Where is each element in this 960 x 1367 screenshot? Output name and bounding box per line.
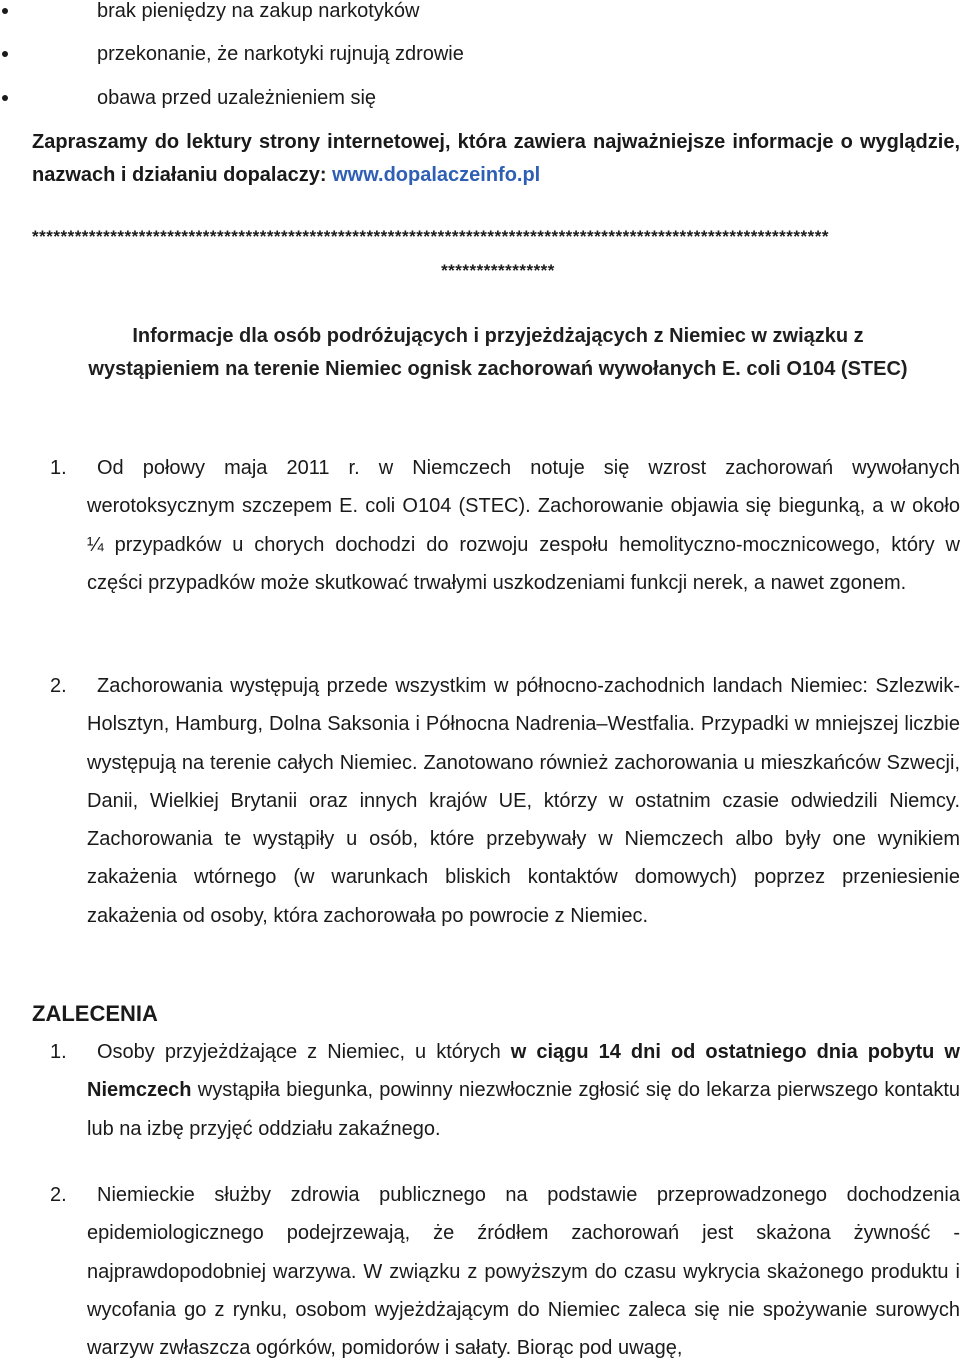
section-heading: [0, 320, 960, 386]
bullet-icon: [2, 95, 8, 101]
item-number: 2.: [50, 675, 67, 697]
list-item: [0, 0, 960, 22]
bullet-icon: [2, 8, 8, 14]
item-text: Niemieckie służby zdrowia publicznego na podstawie przeprowadzonego dochodzenia epidemiologicznego podejrzewają, że źródłem zachorowań jest skażona żywność - najprawdopodobniej warzywa. W związku z powyższym do czasu wykrycia skażonego produktu i wycofania go z rynku, osobom wyjeżdżającym do Niemiec zaleca się nie spożywanie surowych warzyw zwłaszcza ogórków, pomidorów i sałaty. Biorąc pod uwagę,: [87, 1184, 960, 1360]
list-item-text: obawa przed uzależnieniem się: [97, 87, 377, 109]
heading-line-1: Informacje dla osób podróżujących i przyjeżdżających z Niemiec w związku z: [132, 325, 864, 347]
recommendation-item-2: [50, 1176, 960, 1367]
heading-line-2: wystąpieniem na terenie Niemiec ognisk zachorowań wywołanych E. coli O104 (STEC): [88, 358, 908, 380]
bullet-icon: [2, 51, 8, 57]
item-text: Zachorowania występują przede wszystkim w północno-zachodnich landach Niemiec: Szlezwik-Holsztyn, Hamburg, Dolna Saksonia i Północna Nadrenia–Westfalia. Przypadki w mniejszej liczbie występują na terenie całych Niemiec. Zanotowano również zachorowania u mieszkańców Szwecji, Danii, Wielkiej Brytanii oraz innych krajów UE, którzy w ostatnim czasie odwiedzili Niemcy. Zachorowania te wystąpiły u osób, które przebywały w Niemczech albo były one wynikiem zakażenia wtórnego (w warunkach bliskich kontaktów domowych) poprzez przeniesienie zakażenia od osoby, która zachorowała po powrocie z Niemiec.: [87, 675, 960, 927]
info-item-1: [50, 449, 960, 602]
item-number: 1.: [50, 1041, 67, 1063]
list-item-text: przekonanie, że narkotyki rujnują zdrowie: [97, 43, 464, 65]
intro-paragraph: [32, 126, 960, 192]
item-text: Od połowy maja 2011 r. w Niemczech notuje się wzrost zachorowań wywołanych werotoksycznym szczepem E. coli O104 (STEC). Zachorowanie objawia się biegunką, a w około ¼ przypadków u chorych dochodzi do rozwoju zespołu hemolityczno-mocznicowego, który w części przypadków może skutkować trwałymi uszkodzeniami funkcji nerek, a nawet zgonem.: [87, 457, 960, 594]
item-text-before: Osoby przyjeżdżające z Niemiec, u których: [97, 1041, 511, 1063]
list-item: [0, 43, 960, 65]
item-text-bold: w ciągu 14 dni od ostatniego dnia pobytu w Niemczech: [87, 1041, 960, 1102]
recommendation-item-1: [50, 1033, 960, 1148]
intro-text: Zapraszamy do lektury strony internetowej, która zawiera najważniejsze informacje o wyglądzie, nazwach i działaniu dopalaczy:: [32, 131, 960, 186]
dopalacze-link[interactable]: www.dopalaczeinfo.pl: [332, 164, 541, 186]
item-number: 1.: [50, 457, 67, 479]
recommendations-title: ZALECENIA: [32, 1001, 158, 1026]
list-item: [0, 87, 960, 109]
item-text: [87, 1033, 960, 1148]
separator-line-short: ****************: [441, 261, 555, 280]
separator-line: ****************************************************************************************************************: [32, 228, 829, 246]
info-item-2: [50, 667, 960, 935]
item-text-after: wystąpiła biegunka, powinny niezwłocznie zgłosić się do lekarza pierwszego kontaktu lub na izbę przyjęć oddziału zakaźnego.: [87, 1079, 960, 1140]
item-number: 2.: [50, 1184, 67, 1206]
list-item-text: brak pieniędzy na zakup narkotyków: [97, 0, 420, 22]
